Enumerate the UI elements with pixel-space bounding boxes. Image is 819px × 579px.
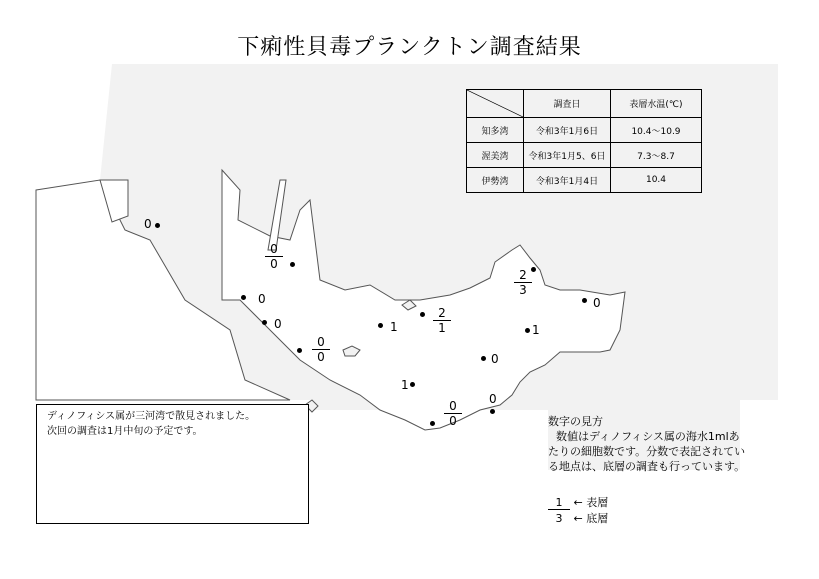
bottom-value: 0: [317, 350, 325, 364]
station-dot: [290, 262, 295, 267]
table-row: [467, 143, 702, 168]
survey-date: 令和3年1月5、6日: [524, 143, 611, 168]
station-dot: [241, 295, 246, 300]
station-fraction: [444, 400, 462, 428]
station-dot: [155, 223, 160, 228]
legend-bottom-value: 3: [555, 512, 563, 525]
station-value: 0: [258, 292, 266, 306]
legend-heading: 数字の見方: [548, 415, 603, 428]
page-title: 下痢性貝毒プランクトン調査結果: [237, 35, 582, 60]
survey-date: 令和3年1月4日: [524, 168, 611, 193]
legend-bottom-label: 底層: [586, 512, 609, 525]
table-row: [467, 168, 702, 193]
station-value: 1: [401, 378, 409, 392]
station-value: 1: [532, 323, 540, 337]
arrow-left-icon: ←: [573, 512, 583, 525]
water-temp: 10.4: [611, 168, 702, 193]
station-dot: [490, 409, 495, 414]
notice-box: [36, 404, 309, 524]
station-value: 0: [491, 352, 499, 366]
area-name: 渥美湾: [467, 143, 524, 168]
station-value: 0: [144, 217, 152, 231]
station-value: 0: [593, 296, 601, 310]
survey-table: [466, 89, 702, 193]
water-temp: 10.4～10.9: [611, 118, 702, 143]
legend-surface-label: 表層: [586, 496, 609, 509]
legend: [548, 414, 748, 474]
table-row: [467, 118, 702, 143]
area-name: 知多湾: [467, 118, 524, 143]
station-dot: [582, 298, 587, 303]
water-temp: 7.3～8.7: [611, 143, 702, 168]
station-dot: [525, 328, 530, 333]
station-dot: [410, 382, 415, 387]
station-value: 0: [489, 392, 497, 406]
survey-date: 令和3年1月6日: [524, 118, 611, 143]
station-dot: [481, 356, 486, 361]
bottom-value: 0: [449, 414, 457, 428]
station-dot: [297, 348, 302, 353]
station-value: 1: [390, 320, 398, 334]
bottom-value: 0: [270, 257, 278, 271]
bottom-value: 3: [519, 283, 527, 297]
surface-value: 0: [265, 243, 283, 257]
station-dot: [262, 320, 267, 325]
legend-description: 数値はディノフィシス属の海水1mlあたりの細胞数です。分数で表記されている地点は、底層の調査も行っています。: [548, 430, 746, 473]
arrow-left-icon: ←: [573, 496, 583, 509]
station-fraction: [433, 307, 451, 335]
station-fraction: [514, 269, 532, 297]
table-header-temp: 表層水温(℃): [611, 90, 702, 118]
station-dot: [378, 323, 383, 328]
legend-surface-value: 1: [548, 496, 570, 510]
area-name: 伊勢湾: [467, 168, 524, 193]
notice-line: 次回の調査は1月中旬の予定です。: [47, 426, 203, 437]
station-dot: [430, 421, 435, 426]
station-dot: [420, 312, 425, 317]
station-value: 0: [274, 317, 282, 331]
surface-value: 0: [312, 336, 330, 350]
station-fraction: [312, 336, 330, 364]
table-header-date: 調査日: [524, 90, 611, 118]
station-fraction: [265, 243, 283, 271]
table-header-row: [467, 90, 702, 118]
surface-value: 0: [444, 400, 462, 414]
surface-value: 2: [514, 269, 532, 283]
bottom-value: 1: [438, 321, 446, 335]
legend-surface-row: [548, 494, 608, 510]
table-corner-cell: [467, 90, 524, 118]
legend-bottom-row: [548, 510, 608, 526]
surface-value: 2: [433, 307, 451, 321]
notice-line: ディノフィシス属が三河湾で散見されました。: [47, 411, 256, 422]
